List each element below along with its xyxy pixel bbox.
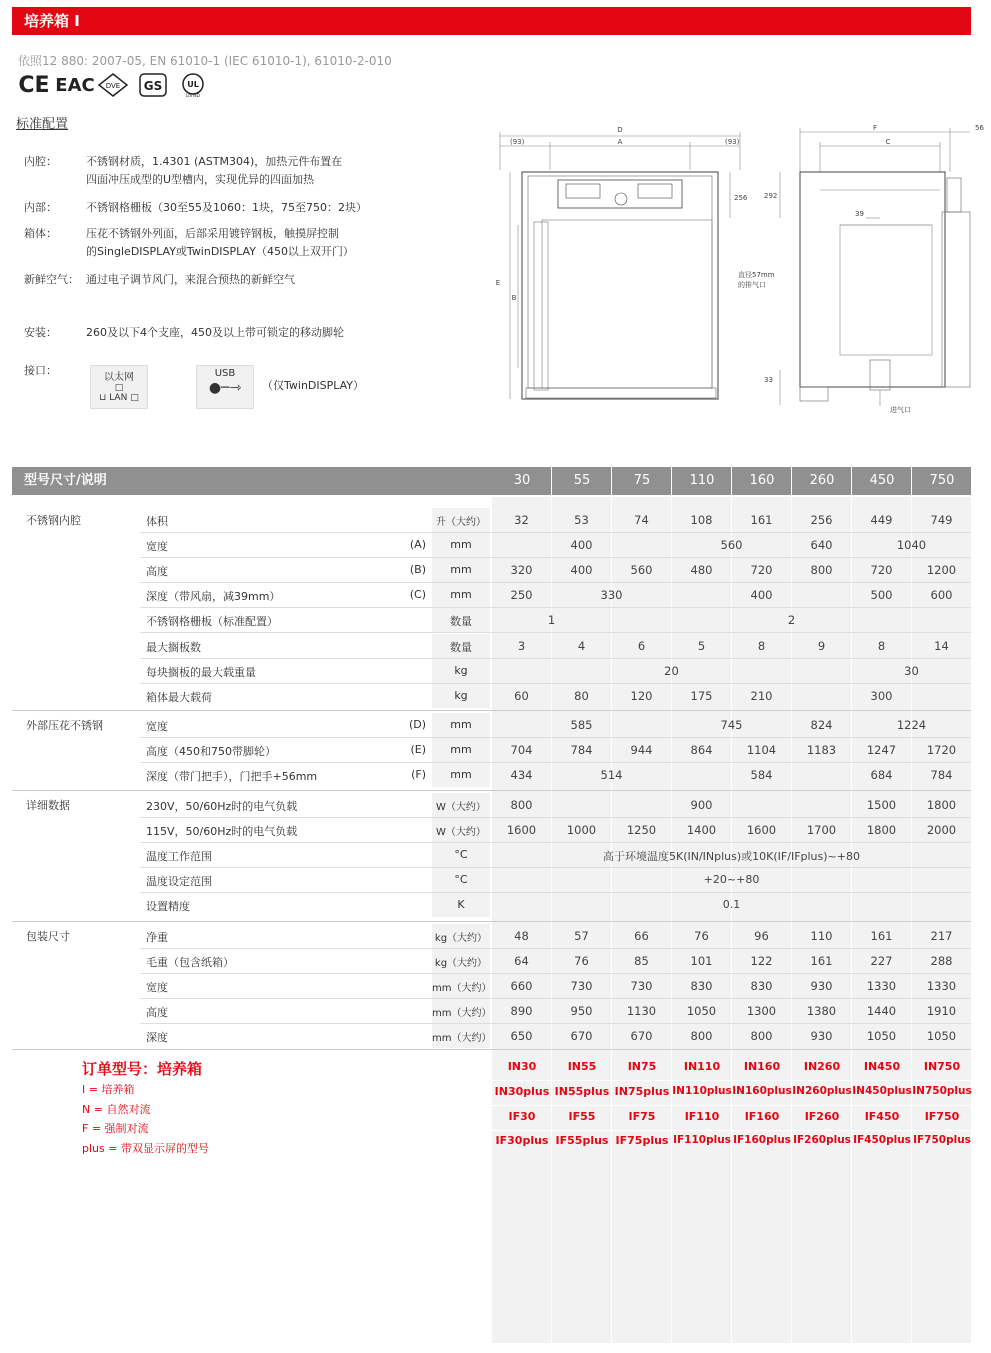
- table-cell: 32: [514, 513, 529, 527]
- row-label: 体积: [146, 515, 168, 528]
- row-label: 设置精度: [146, 900, 190, 913]
- table-cell: 96: [754, 929, 769, 943]
- table-cell: 101: [690, 954, 713, 968]
- table-cell: 161: [750, 513, 773, 527]
- row-divider: [140, 607, 971, 608]
- group-label: 包装尺寸: [26, 930, 70, 943]
- table-cell: 2000: [926, 823, 957, 837]
- table-cell: 1250: [626, 823, 657, 837]
- spec-label: 新鲜空气：: [24, 273, 79, 286]
- table-cell: 108: [690, 513, 713, 527]
- order-code: IF55: [568, 1110, 596, 1123]
- table-cell: 1800: [926, 798, 957, 812]
- table-cell: 500: [870, 588, 893, 602]
- model-header: 75: [633, 473, 651, 488]
- order-code: IF30: [508, 1110, 536, 1123]
- table-title: 型号尺寸/说明: [24, 473, 107, 488]
- row-unit: mm（大约）: [432, 1033, 492, 1044]
- order-row-divider: [492, 1105, 971, 1106]
- table-cell: 122: [750, 954, 773, 968]
- table-cell: 5: [697, 639, 706, 653]
- table-cell: 217: [930, 929, 953, 943]
- table-cell: 1000: [566, 823, 597, 837]
- row-label: 深度: [146, 1031, 168, 1044]
- table-cell: 1600: [746, 823, 777, 837]
- table-cell: 930: [810, 979, 833, 993]
- row-label: 宽度: [146, 540, 168, 553]
- table-cell: 1720: [926, 743, 957, 757]
- table-cell: 53: [574, 513, 589, 527]
- svg-text:56: 56: [975, 124, 984, 132]
- order-legend-item: plus = 带双显示屏的型号: [82, 1141, 209, 1155]
- table-cell: 1040: [896, 538, 927, 552]
- eac-mark-icon: EAC: [55, 74, 95, 96]
- order-code: IN160plus: [732, 1085, 792, 1097]
- table-cell: 1910: [926, 1004, 957, 1018]
- table-cell: 1330: [866, 979, 897, 993]
- table-cell: 585: [570, 718, 593, 732]
- order-code: IN110plus: [672, 1085, 732, 1097]
- order-code: IN75: [627, 1060, 657, 1073]
- svg-text:A: A: [617, 138, 623, 146]
- row-divider: [140, 973, 971, 974]
- lan-icon: ⊔: [99, 393, 107, 403]
- table-cell: 3: [517, 639, 526, 653]
- table-cell: 514: [600, 768, 623, 782]
- table-cell: +20~+80: [703, 873, 760, 886]
- row-divider: [140, 948, 971, 949]
- spec-label: 内部：: [24, 201, 57, 214]
- table-cell: 730: [630, 979, 653, 993]
- row-label: 每块搁板的最大载重量: [146, 666, 256, 679]
- row-label: 温度工作范围: [146, 850, 212, 863]
- table-cell: 14: [934, 639, 949, 653]
- order-code: IN450plus: [852, 1085, 912, 1097]
- table-cell: 900: [690, 798, 713, 812]
- row-code: (D): [408, 718, 426, 731]
- row-unit: mm: [450, 768, 472, 781]
- table-cell: 670: [570, 1029, 593, 1043]
- row-label: 宽度: [146, 981, 168, 994]
- svg-text:(93): (93): [725, 138, 740, 146]
- order-code: IN260plus: [792, 1085, 852, 1097]
- norms-text: 依照12 880: 2007-05, EN 61010-1 (IEC 61010-1), 61010-2-010: [18, 54, 392, 68]
- row-label: 宽度: [146, 720, 168, 733]
- table-cell: 400: [570, 538, 593, 552]
- table-cell: 1380: [806, 1004, 837, 1018]
- table-cell: 1600: [506, 823, 537, 837]
- order-code: IF75: [628, 1110, 656, 1123]
- table-cell: 824: [810, 718, 833, 732]
- svg-text:UL: UL: [187, 80, 199, 89]
- header-divider: [731, 467, 732, 495]
- table-cell: 400: [750, 588, 773, 602]
- group-separator: [12, 710, 971, 711]
- table-cell: 660: [510, 979, 533, 993]
- ethernet-port: 以太网 □ ⊔ LAN □: [90, 365, 148, 409]
- table-cell: 80: [574, 689, 589, 703]
- table-cell: 830: [690, 979, 713, 993]
- row-divider: [140, 632, 971, 633]
- table-cell: 720: [870, 563, 893, 577]
- svg-text:(93): (93): [510, 138, 525, 146]
- table-cell: 8: [877, 639, 886, 653]
- svg-text:292: 292: [764, 192, 778, 200]
- table-cell: 1: [547, 613, 556, 627]
- table-cell: 1247: [866, 743, 897, 757]
- table-cell: 400: [570, 563, 593, 577]
- row-label: 不锈钢格栅板（标准配置）: [146, 615, 278, 628]
- row-label: 高度: [146, 565, 168, 578]
- order-code: IF30plus: [495, 1134, 549, 1147]
- spec-value: 压花不锈钢外列面，后部采用镀锌钢板，触摸屏控制: [86, 227, 339, 240]
- spec-value: 不锈钢材质，1.4301 (ASTM304)，加热元件布置在: [86, 155, 343, 168]
- row-unit: °C: [454, 873, 468, 886]
- svg-text:33: 33: [764, 376, 773, 384]
- order-code: IF110plus: [673, 1134, 731, 1146]
- row-unit: mm: [450, 743, 472, 756]
- table-cell: 560: [630, 563, 653, 577]
- table-cell: 1500: [866, 798, 897, 812]
- svg-text:直径57mm: 直径57mm: [738, 271, 775, 279]
- model-header: 55: [573, 473, 591, 488]
- table-cell: 720: [750, 563, 773, 577]
- spec-value: 的SingleDISPLAY或TwinDISPLAY（450以上双开门）: [86, 245, 354, 258]
- table-cell: 6: [637, 639, 646, 653]
- table-cell: 1800: [866, 823, 897, 837]
- table-cell: 76: [694, 929, 709, 943]
- row-divider: [140, 557, 971, 558]
- table-cell: 1050: [866, 1029, 897, 1043]
- svg-text:LISTED: LISTED: [186, 93, 200, 98]
- table-cell: 227: [870, 954, 893, 968]
- table-cell: 330: [600, 588, 623, 602]
- row-divider: [140, 658, 971, 659]
- table-cell: 434: [510, 768, 533, 782]
- row-divider: [140, 737, 971, 738]
- table-cell: 944: [630, 743, 653, 757]
- table-cell: 830: [750, 979, 773, 993]
- table-cell: 800: [750, 1029, 773, 1043]
- svg-text:DVE: DVE: [105, 82, 121, 90]
- gs-mark-icon: [138, 72, 168, 102]
- table-cell: 175: [690, 689, 713, 703]
- group-label: 不锈钢内腔: [26, 514, 81, 527]
- usb-note: （仅TwinDISPLAY）: [262, 379, 365, 392]
- row-label: 深度（带门把手），门把手+56mm: [146, 770, 318, 783]
- table-cell: 288: [930, 954, 953, 968]
- row-unit: 数量: [450, 615, 472, 628]
- row-divider: [140, 683, 971, 684]
- model-header: 450: [869, 473, 895, 488]
- row-unit: mm: [450, 588, 472, 601]
- header-divider: [911, 467, 912, 495]
- table-cell: 1130: [626, 1004, 657, 1018]
- order-code: IN55: [567, 1060, 597, 1073]
- row-label: 最大搁板数: [146, 641, 201, 654]
- table-cell: 64: [514, 954, 529, 968]
- row-label: 高度: [146, 1006, 168, 1019]
- row-code: (A): [409, 538, 426, 551]
- row-code: (B): [409, 563, 426, 576]
- order-code: IN30: [507, 1060, 537, 1073]
- table-cell: 684: [870, 768, 893, 782]
- table-cell: 584: [750, 768, 773, 782]
- table-cell: 1440: [866, 1004, 897, 1018]
- header-divider: [611, 467, 612, 495]
- spec-label: 内腔：: [24, 155, 57, 168]
- order-code: IF750: [924, 1110, 960, 1123]
- svg-text:D: D: [617, 126, 623, 134]
- order-code: IN750plus: [912, 1085, 972, 1097]
- svg-text:进气口: 进气口: [890, 406, 911, 414]
- row-label: 230V，50/60Hz时的电气负载: [146, 800, 298, 813]
- order-code: IN160: [743, 1060, 781, 1073]
- table-cell: 20: [664, 664, 679, 678]
- table-cell: 670: [630, 1029, 653, 1043]
- row-label: 高度（450和750带脚轮）: [146, 745, 276, 758]
- spec-value: 260及以下4个支座，450及以上带可锁定的移动脚轮: [86, 326, 344, 339]
- group-separator: [12, 790, 971, 791]
- row-unit: W（大约）: [436, 827, 486, 838]
- table-cell: 256: [810, 513, 833, 527]
- table-cell: 930: [810, 1029, 833, 1043]
- header-divider: [671, 467, 672, 495]
- standard-config-title: 标准配置: [16, 117, 69, 132]
- row-label: 箱体最大载荷: [146, 691, 212, 704]
- svg-text:GS: GS: [143, 79, 163, 93]
- table-cell: 784: [930, 768, 953, 782]
- table-cell: 110: [810, 929, 833, 943]
- model-header: 110: [689, 473, 715, 488]
- table-cell: 1224: [896, 718, 927, 732]
- table-cell: 76: [574, 954, 589, 968]
- row-code: (F): [411, 768, 426, 781]
- ul-mark-icon: [178, 72, 212, 102]
- table-cell: 480: [690, 563, 713, 577]
- table-cell: 高于环境温度5K(IN/INplus)或10K(IF/IFplus)~+80: [602, 850, 860, 863]
- table-cell: 704: [510, 743, 533, 757]
- table-cell: 449: [870, 513, 893, 527]
- row-unit: 升（大约）: [436, 517, 486, 528]
- vde-mark-icon: [98, 73, 128, 101]
- order-code: IF75plus: [615, 1134, 669, 1147]
- table-cell: 161: [810, 954, 833, 968]
- row-unit: kg（大约）: [434, 933, 488, 944]
- table-cell: 250: [510, 588, 533, 602]
- row-divider: [140, 582, 971, 583]
- row-label: 净重: [146, 931, 168, 944]
- row-code: (E): [410, 743, 426, 756]
- spec-value: 不锈钢格栅板（30至55及1060：1块，75至750：2块）: [86, 201, 367, 214]
- table-cell: 57: [574, 929, 589, 943]
- row-unit: mm（大约）: [432, 983, 492, 994]
- svg-text:F: F: [872, 124, 878, 132]
- table-cell: 1050: [926, 1029, 957, 1043]
- row-unit: mm（大约）: [432, 1008, 492, 1019]
- row-unit: kg: [454, 664, 468, 677]
- table-cell: 1300: [746, 1004, 777, 1018]
- ce-mark-icon: CE: [18, 72, 50, 98]
- table-cell: 1330: [926, 979, 957, 993]
- row-code: (C): [409, 588, 426, 601]
- table-cell: 161: [870, 929, 893, 943]
- table-cell: 2: [787, 613, 796, 627]
- order-code: IF260: [804, 1110, 840, 1123]
- order-code: IF160: [744, 1110, 780, 1123]
- order-code: IN450: [863, 1060, 901, 1073]
- table-cell: 749: [930, 513, 953, 527]
- model-header: 160: [749, 473, 775, 488]
- row-divider: [140, 1023, 971, 1024]
- table-cell: 560: [720, 538, 743, 552]
- order-row-divider: [492, 1130, 971, 1131]
- table-cell: 864: [690, 743, 713, 757]
- spec-label: 接口：: [24, 364, 57, 377]
- table-cell: 640: [810, 538, 833, 552]
- table-cell: 1200: [926, 563, 957, 577]
- table-cell: 800: [810, 563, 833, 577]
- row-unit: kg（大约）: [434, 958, 488, 969]
- header-divider: [791, 467, 792, 495]
- order-code: IF160plus: [733, 1134, 791, 1146]
- table-cell: 74: [634, 513, 649, 527]
- row-divider: [140, 892, 971, 893]
- order-code: IN260: [803, 1060, 841, 1073]
- row-label: 毛重（包含纸箱）: [146, 956, 234, 969]
- table-cell: 210: [750, 689, 773, 703]
- table-cell: 120: [630, 689, 653, 703]
- table-cell: 1700: [806, 823, 837, 837]
- table-cell: 60: [514, 689, 529, 703]
- model-header: 750: [929, 473, 955, 488]
- table-cell: 30: [904, 664, 919, 678]
- row-unit: mm: [450, 563, 472, 576]
- table-cell: 1183: [806, 743, 837, 757]
- svg-text:256: 256: [734, 194, 748, 202]
- order-legend-item: I = 培养箱: [82, 1083, 135, 1096]
- spec-value: 四面冲压成型的U型槽内，实现优异的四面加热: [86, 173, 315, 186]
- table-cell: 1400: [686, 823, 717, 837]
- spec-value: 通过电子调节风门，来混合预热的新鲜空气: [86, 273, 295, 286]
- order-code: IN75plus: [614, 1085, 670, 1098]
- order-code: IF750plus: [913, 1134, 971, 1146]
- table-cell: 320: [510, 563, 533, 577]
- row-unit: mm: [450, 718, 472, 731]
- order-code: IF450: [864, 1110, 900, 1123]
- row-divider: [140, 867, 971, 868]
- table-cell: 4: [577, 639, 586, 653]
- order-legend-item: F = 强制对流: [82, 1122, 149, 1135]
- table-cell: 1050: [686, 1004, 717, 1018]
- row-unit: kg: [454, 689, 468, 702]
- table-cell: 745: [720, 718, 743, 732]
- order-code: IN750: [923, 1060, 961, 1073]
- table-bottom-separator: [12, 1049, 971, 1050]
- row-unit: °C: [454, 848, 468, 861]
- table-cell: 9: [817, 639, 826, 653]
- order-row-divider: [492, 1080, 971, 1081]
- order-code: IF55plus: [555, 1134, 609, 1147]
- svg-text:的排气口: 的排气口: [738, 281, 766, 289]
- page-header-title: 培养箱 I: [12, 7, 971, 35]
- technical-drawing: [470, 120, 991, 424]
- group-separator: [12, 921, 971, 922]
- table-cell: 784: [570, 743, 593, 757]
- usb-port: USB ●─⇾: [196, 365, 254, 409]
- table-cell: 950: [570, 1004, 593, 1018]
- header-divider: [851, 467, 852, 495]
- order-code: IN30plus: [494, 1085, 550, 1098]
- table-cell: 600: [930, 588, 953, 602]
- table-cell: 66: [634, 929, 649, 943]
- table-cell: 85: [634, 954, 649, 968]
- row-unit: K: [457, 898, 465, 911]
- model-header: 30: [513, 473, 531, 488]
- table-cell: 730: [570, 979, 593, 993]
- spec-label: 箱体：: [24, 227, 57, 240]
- row-divider: [140, 532, 971, 533]
- svg-text:C: C: [885, 138, 891, 146]
- row-divider: [140, 842, 971, 843]
- row-unit: 数量: [450, 641, 472, 654]
- row-divider: [140, 817, 971, 818]
- table-cell: 8: [757, 639, 766, 653]
- row-unit: mm: [450, 538, 472, 551]
- order-code: IF260plus: [793, 1134, 851, 1146]
- order-code: IN110: [683, 1060, 721, 1073]
- table-cell: 0.1: [722, 898, 741, 911]
- table-cell: 890: [510, 1004, 533, 1018]
- row-label: 深度（带风扇，减39mm）: [146, 590, 281, 603]
- group-label: 外部压花不锈钢: [26, 719, 103, 732]
- model-header: 260: [809, 473, 835, 488]
- row-unit: W（大约）: [436, 802, 486, 813]
- table-cell: 48: [514, 929, 529, 943]
- table-cell: 800: [690, 1029, 713, 1043]
- svg-text:E: E: [495, 279, 501, 287]
- order-code: IF110: [684, 1110, 720, 1123]
- row-label: 温度设定范围: [146, 875, 212, 888]
- header-divider: [551, 467, 552, 495]
- table-cell: 300: [870, 689, 893, 703]
- table-cell: 650: [510, 1029, 533, 1043]
- spec-label: 安装：: [24, 326, 57, 339]
- table-cell: 1104: [746, 743, 777, 757]
- order-legend-item: N = 自然对流: [82, 1102, 151, 1116]
- row-label: 115V，50/60Hz时的电气负载: [146, 825, 298, 838]
- group-label: 详细数据: [26, 799, 70, 812]
- row-divider: [140, 998, 971, 999]
- order-code: IF450plus: [853, 1134, 911, 1146]
- row-divider: [140, 762, 971, 763]
- usb-icon: ●─⇾: [208, 380, 242, 396]
- table-cell: 800: [510, 798, 533, 812]
- svg-text:B: B: [511, 294, 517, 302]
- svg-text:39: 39: [855, 210, 864, 218]
- order-code: IN55plus: [554, 1085, 610, 1098]
- order-title: 订单型号：培养箱: [82, 1060, 203, 1078]
